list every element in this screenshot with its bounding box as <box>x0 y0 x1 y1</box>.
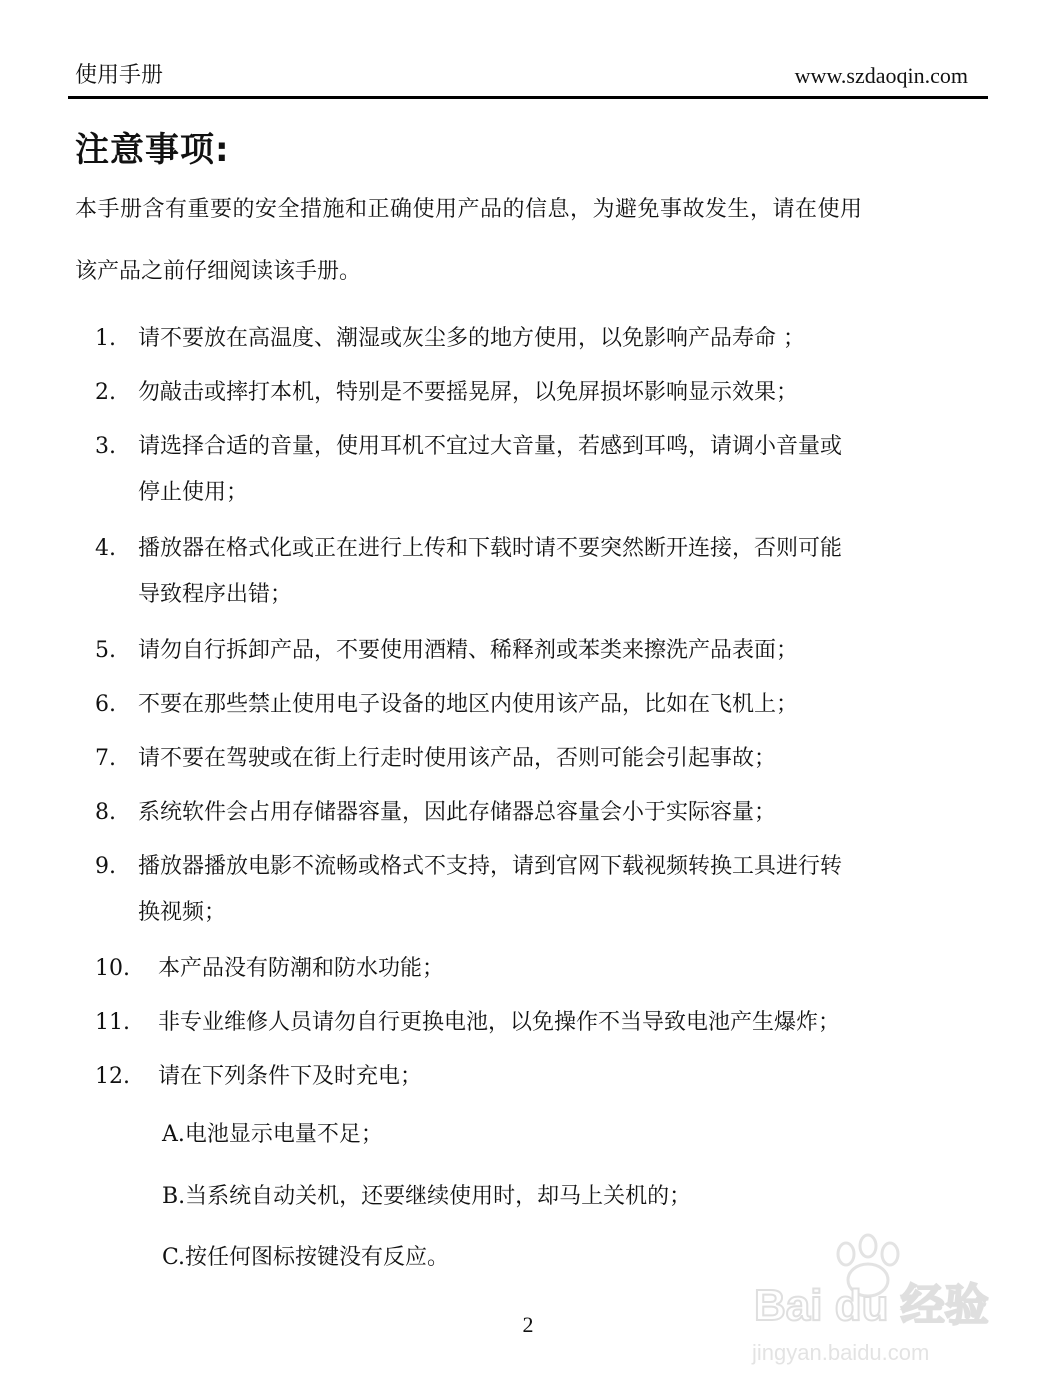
sub-item-a: A.电池显示电量不足； <box>162 1122 383 1147</box>
sub-item-c: C.按任何图标按键没有反应。 <box>162 1245 450 1270</box>
list-item-number: 4. <box>95 536 116 561</box>
list-item-text: 请选择合适的音量，使用耳机不宜过大音量，若感到耳鸣，请调小音量或 <box>138 434 843 459</box>
list-item-text: 请勿自行拆卸产品，不要使用酒精、稀释剂或苯类来擦洗产品表面； <box>138 638 799 663</box>
list-item-text-continued: 导致程序出错； <box>138 582 293 607</box>
list-item-number: 6. <box>95 692 116 717</box>
list-item-text: 请不要放在高温度、潮湿或灰尘多的地方使用，以免影响产品寿命 ； <box>138 326 805 351</box>
watermark-brand: Bai du 经验 <box>754 1281 989 1330</box>
watermark-url: jingyan.baidu.com <box>752 1340 930 1365</box>
list-item-text-continued: 停止使用； <box>138 480 249 505</box>
header-manual-label: 使用手册 <box>75 63 164 88</box>
list-item-number: 7. <box>95 746 116 771</box>
list-item-number: 8. <box>95 800 116 825</box>
list-item-text: 勿敲击或摔打本机，特别是不要摇晃屏，以免屏损坏影响显示效果； <box>138 380 799 405</box>
list-item-text: 非专业维修人员请勿自行更换电池，以免操作不当导致电池产生爆炸； <box>158 1010 841 1035</box>
list-item-number: 9. <box>95 854 116 879</box>
page-title: 注意事项: <box>75 130 230 170</box>
list-item-text: 请不要在驾驶或在街上行走时使用该产品，否则可能会引起事故； <box>138 746 777 771</box>
list-item-number: 10. <box>95 956 130 981</box>
page-number: 2 <box>522 1312 534 1337</box>
list-item-text: 本产品没有防潮和防水功能； <box>158 956 445 981</box>
list-item-number: 2. <box>95 380 116 405</box>
baidu-jingyan-watermark <box>748 1232 998 1372</box>
list-item-number: 3. <box>95 434 116 459</box>
header-divider <box>68 96 988 99</box>
intro-paragraph <box>75 190 990 292</box>
list-item-text: 不要在那些禁止使用电子设备的地区内使用该产品，比如在飞机上； <box>138 692 799 717</box>
list-item-number: 11. <box>95 1010 130 1035</box>
list-item-text: 请在下列条件下及时充电； <box>158 1064 423 1089</box>
list-item-text-continued: 换视频； <box>138 900 227 925</box>
list-item-text: 播放器播放电影不流畅或格式不支持，请到官网下载视频转换工具进行转 <box>138 854 843 879</box>
list-item-text: 系统软件会占用存储器容量，因此存储器总容量会小于实际容量； <box>138 800 777 825</box>
header-website: www.szdaoqin.com <box>794 63 968 88</box>
intro-line-2: 该产品之前仔细阅读该手册。 <box>75 259 362 284</box>
list-item-text: 播放器在格式化或正在进行上传和下载时请不要突然断开连接，否则可能 <box>138 536 843 561</box>
list-item-number: 5. <box>95 638 116 663</box>
list-item-number: 12. <box>95 1064 130 1089</box>
sub-item-b: B.当系统自动关机，还要继续使用时，却马上关机的； <box>162 1184 692 1209</box>
intro-line-1: 本手册含有重要的安全措施和正确使用产品的信息，为避免事故发生，请在使用 <box>75 197 863 222</box>
list-item-number: 1. <box>95 326 116 351</box>
